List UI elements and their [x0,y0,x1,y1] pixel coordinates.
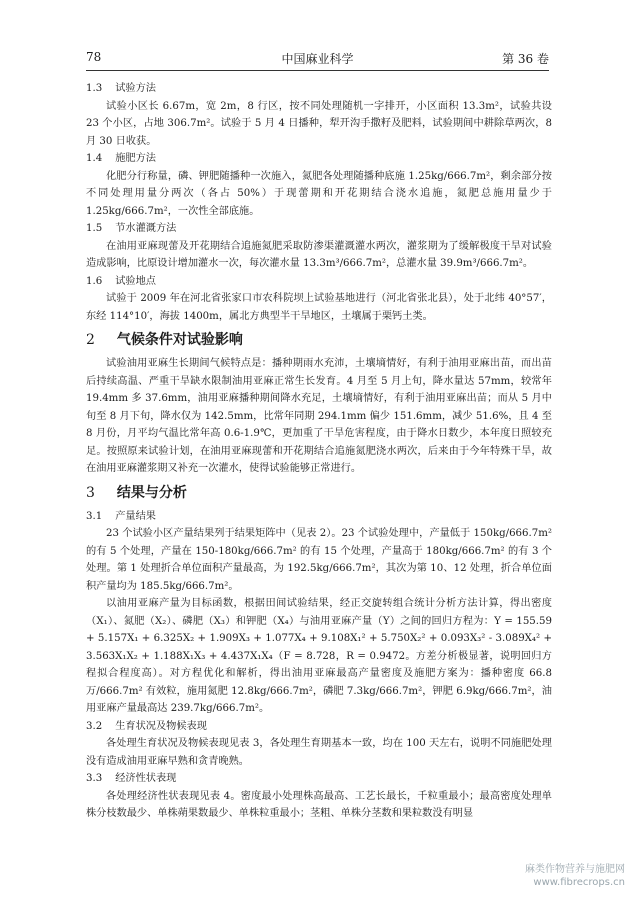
paragraph-climate: 试验油用亚麻生长期间气候特点是：播种期雨水充沛，土壤墒情好，有利于油用亚麻出苗，而出苗后持续高温、严重干旱缺水限制油用亚麻正常生长发育。4 月至 5 月上旬，降水量达 57mm，较常年 19.4mm 多 37.6mm，油用亚麻播种期间降水充足，土壤墒情好，有利于油用亚麻出苗；而从 5 月中旬至 8 月下旬，降水仅为 142.5mm，比常年同期 294.1mm 偏少 151.6mm，减少 51.6%，且 4 至 8 月份，月平均气温比常年高 0.6-1.9℃，更加重了干旱危害程度，由于降水日数少，本年度日照较充足。按照原来试验计划，在油用亚麻现蕾和开花期结合追施氮肥浇水两次，后来由于今年特殊干旱，故在油用亚麻灌浆期又补充一次灌水，使得试验能够正常进行。 [86,358,552,474]
paragraph-regression: 以油用亚麻产量为目标函数，根据田间试验结果，经正交旋转组合统计分析方法计算，得出密度（X₁）、氮肥（X₂）、磷肥（X₃）和钾肥（X₄）与油用亚麻产量（Y）之间的回归方程为：Y = 155.59 + 5.157X₁ + 6.325X₂ + 1.909X₃ + 1.077X₄ + 9.108X₁² + 5.750X₂² + 0.093X₃² - 3.089X₄² + 3.563X₁X₂ + 1.188X₁X₃ + 4.437X₁X₄（F = 8.728，R = 0.9472。方差分析极显著，说明回归方程拟合程度高）。对方程优化和解析，得出油用亚麻最高产量密度及施肥方案为：播种密度 66.8 万/666.7m² 有效粒，施用氮肥 12.8kg/666.7m²，磷肥 7.3kg/666.7m²，钾肥 6.9kg/666.7m²，油用亚麻产量最高达 239.7kg/666.7m²。 [86,598,552,714]
section-title: 施肥方法 [115,153,156,164]
section-number: 1.4 [86,153,103,164]
page-number: 78 [86,50,102,64]
section-heading-1-6 [86,273,552,291]
section-heading-1-4 [86,150,552,168]
journal-title: 中国麻业科学 [281,52,354,66]
section-number: 1.6 [86,275,103,287]
section-title: 生育状况及物候表现 [115,720,207,732]
section-number: 1.5 [86,223,103,234]
section-title: 节水灌溉方法 [115,223,177,234]
paragraph-irrigation: 在油用亚麻现蕾及开花期结合追施氮肥采取防渗渠灌溉灌水两次，灌浆期为了缓解极度干旱对试验造成影响，比原设计增加灌水一次，每次灌水量 13.3m³/666.7m²，总灌水量 39.9m³/666.7m²。 [86,240,552,269]
watermark-url: www.fibrecrops.cn [533,877,625,888]
section-heading-3-1 [86,508,552,526]
section-title: 气候条件对试验影响 [116,332,243,348]
page-header [86,48,549,66]
section-heading-2 [86,329,552,351]
section-heading-1-5 [86,220,552,238]
header-rule [86,70,549,71]
section-heading-1-3 [86,80,552,98]
section-number: 3 [86,484,95,501]
paragraph-economic-traits: 各处理经济性状表现见表 4。密度最小处理株高最高、工艺长最长，千粒重最小；最高密度处理单株分枝数最少、单株蒴果数最少、单株粒重最小；茎粗、单株分茎数和果粒数没有明显 [86,790,552,819]
paragraph-test-method: 试验小区长 6.67m，宽 2m，8 行区，按不同处理随机一字排开，小区面积 13.3m²，试验共设 23 个小区，占地 306.7m²。试验于 5 月 4 日播种，犁开沟手撒籽及肥料，试验期间中耕除草两次，8 月 30 日收获。 [86,100,552,147]
article-body [86,80,552,823]
section-heading-3-3 [86,770,552,788]
watermark-site-name: 麻类作物营养与施肥网 [525,864,625,875]
section-number: 1.3 [86,83,103,94]
section-number: 2 [86,332,95,348]
section-heading-3 [86,482,552,504]
section-number: 3.3 [86,773,103,784]
section-title: 经济性状表现 [115,773,177,784]
volume-label: 第 36 卷 [502,52,549,66]
section-heading-3-2 [86,718,552,736]
section-title: 结果与分析 [116,484,187,501]
section-number: 3.1 [86,510,103,522]
section-title: 试验地点 [115,275,156,287]
section-title: 试验方法 [115,83,156,94]
paragraph-fertilization: 化肥分行称量，磷、钾肥随播种一次施入，氮肥各处理随播种底施 1.25kg/666.7m²，剩余部分按不同处理用量分两次（各占 50%）于现蕾期和开花期结合浇水追施，氮肥总施用量少于 1.25kg/666.7m²，一次性全部底施。 [86,170,552,217]
paragraph-growth: 各处理生育状况及物候表现见表 3，各处理生育期基本一致，均在 100 天左右，说明不同施肥处理没有造成油用亚麻早熟和贪青晚熟。 [86,738,552,767]
watermark [525,863,625,889]
paragraph-yield-results: 23 个试验小区产量结果列于结果矩阵中（见表 2）。23 个试验处理中，产量低于 150kg/666.7m² 的有 5 个处理，产量在 150-180kg/666.7m² 的有 15 个处理，产量高于 180kg/666.7m² 的有 3 个处理。第 1 处理折合单位面积产量最高，为 192.5kg/666.7m²，其次为第 10、12 处理，折合单位面积产量均为 185.5kg/666.7m²。 [86,528,552,592]
section-number: 3.2 [86,720,103,732]
section-title: 产量结果 [115,510,156,522]
paragraph-location: 试验于 2009 年在河北省张家口市农科院坝上试验基地进行（河北省张北县），处于北纬 40°57′，东经 114°10′，海拔 1400m，属北方典型半干旱地区，土壤属于栗钙土类。 [86,293,552,322]
